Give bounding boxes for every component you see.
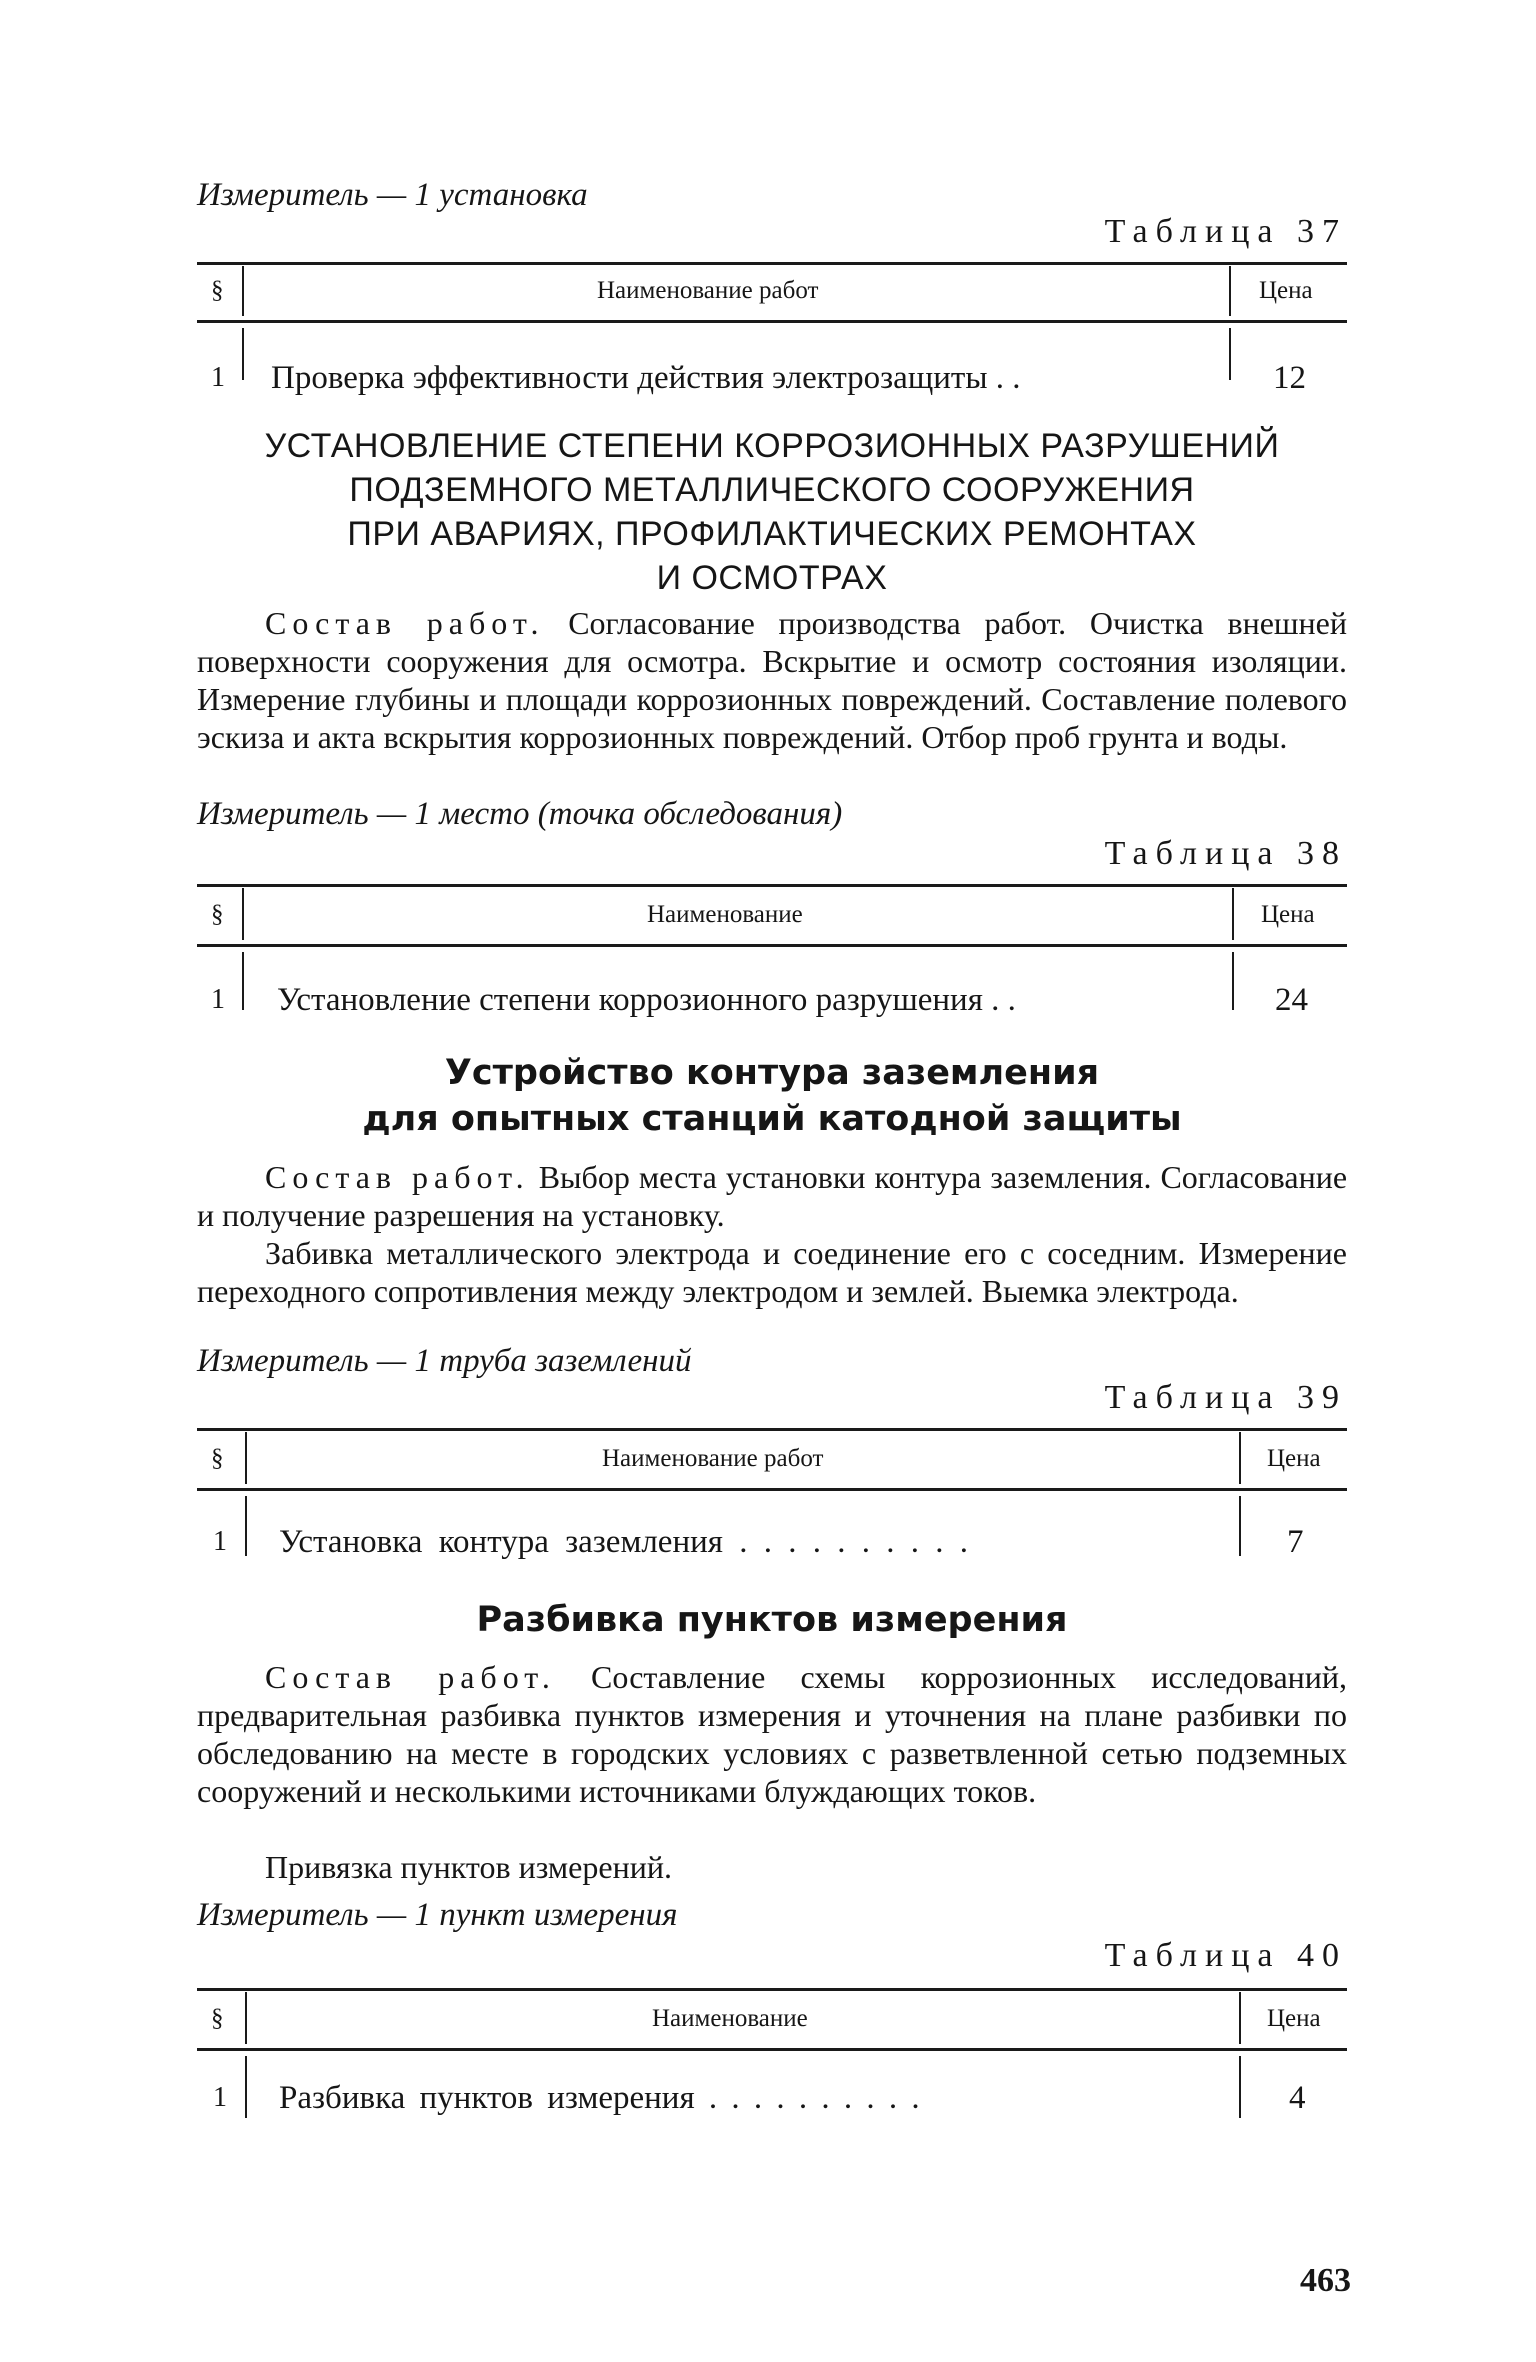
table-39 — [197, 1428, 1347, 1578]
section-title-line-1: Устройство контура заземления — [444, 1053, 1100, 1093]
table-caption-38: Таблица 38 — [1104, 835, 1347, 872]
table-38 — [197, 884, 1347, 1034]
work-composition-label: Состав работ. — [265, 605, 545, 641]
work-composition-label: Состав работ. — [265, 1659, 556, 1695]
measure-unit-38: Измеритель — 1 место (точка обследования) — [197, 796, 843, 832]
section-title-line-2: ПОДЗЕМНОГО МЕТАЛЛИЧЕСКОГО СООРУЖЕНИЯ — [349, 471, 1195, 509]
row-price: 4 — [1289, 2080, 1306, 2116]
row-price: 24 — [1275, 982, 1308, 1018]
table-caption-39: Таблица 39 — [1104, 1379, 1347, 1416]
row-number: 1 — [211, 362, 225, 393]
section-1-work-description — [197, 604, 1347, 756]
row-number: 1 — [213, 1526, 227, 1557]
section-3-work-description-2: Привязка пунктов измерений. — [265, 1849, 672, 1885]
header-name: Наименование работ — [602, 1445, 824, 1472]
table-37 — [197, 262, 1347, 402]
row-number: 1 — [211, 984, 225, 1015]
header-section: § — [211, 2005, 224, 2032]
work-composition-label: Состав работ. — [265, 1159, 530, 1195]
section-title-line-1: УСТАНОВЛЕНИЕ СТЕПЕНИ КОРРОЗИОННЫХ РАЗРУШЕНИЙ — [264, 427, 1280, 465]
header-price: Цена — [1267, 2005, 1321, 2032]
header-name: Наименование работ — [597, 277, 819, 304]
measure-unit-39: Измеритель — 1 труба заземлений — [197, 1343, 692, 1379]
section-3-work-description — [197, 1658, 1347, 1810]
row-price: 7 — [1287, 1524, 1304, 1560]
page-number: 463 — [1300, 2262, 1351, 2299]
header-section: § — [211, 1445, 224, 1472]
header-price: Цена — [1261, 901, 1315, 928]
table-caption-37: Таблица 37 — [1104, 213, 1347, 250]
section-title: Разбивка пунктов измерения — [476, 1600, 1068, 1640]
header-name: Наименование — [647, 901, 803, 928]
section-2-work-description — [197, 1158, 1347, 1234]
measure-unit-37: Измеритель — 1 установка — [197, 177, 588, 213]
row-name: Разбивка пунктов измерения . . . . . . . . . . — [279, 2080, 920, 2116]
work-composition-text: Выбор места установки контура заземления. Согласование и получение разрешения на установку. — [197, 1159, 1348, 1233]
header-name: Наименование — [652, 2005, 808, 2032]
row-number: 1 — [213, 2082, 227, 2113]
section-title-line-3: ПРИ АВАРИЯХ, ПРОФИЛАКТИЧЕСКИХ РЕМОНТАХ — [347, 515, 1197, 553]
header-section: § — [211, 901, 224, 928]
measure-unit-40: Измеритель — 1 пункт измерения — [197, 1897, 678, 1933]
section-title-line-4: И ОСМОТРАХ — [656, 559, 888, 597]
row-name: Установление степени коррозионного разрушения . . — [277, 982, 1016, 1018]
row-name: Установка контура заземления . . . . . . . . . . — [279, 1524, 968, 1560]
section-2-work-description-2: Забивка металлического электрода и соединение его с соседним. Измерение переходного сопротивления между электродом и землей. Выемка электрода. — [197, 1235, 1347, 1309]
table-caption-40: Таблица 40 — [1104, 1937, 1347, 1974]
header-price: Цена — [1267, 1445, 1321, 1472]
work-composition-text: Согласование производства работ. Очистка внешней поверхности сооружения для осмотра. Вскрытие и осмотр состояния изоляции. Измерение глубины и площади коррозионных повреждений. Составление полевого эскиза и акта вскрытия коррозионных повреждений. Отбор проб грунта и воды. — [197, 605, 1347, 755]
work-composition-text: Составление схемы коррозионных исследований, предварительная разбивка пунктов измерения и уточнения на плане разбивки по обследованию на месте в городских условиях с разветвленной сетью подземных сооружений и несколькими источниками блуждающих токов. — [197, 1659, 1348, 1809]
table-40 — [197, 1988, 1347, 2138]
header-price: Цена — [1259, 277, 1313, 304]
row-price: 12 — [1273, 360, 1306, 396]
row-name: Проверка эффективности действия электрозащиты . . — [271, 360, 1021, 396]
section-title-line-2: для опытных станций катодной защиты — [362, 1099, 1182, 1139]
header-section: § — [211, 277, 224, 304]
